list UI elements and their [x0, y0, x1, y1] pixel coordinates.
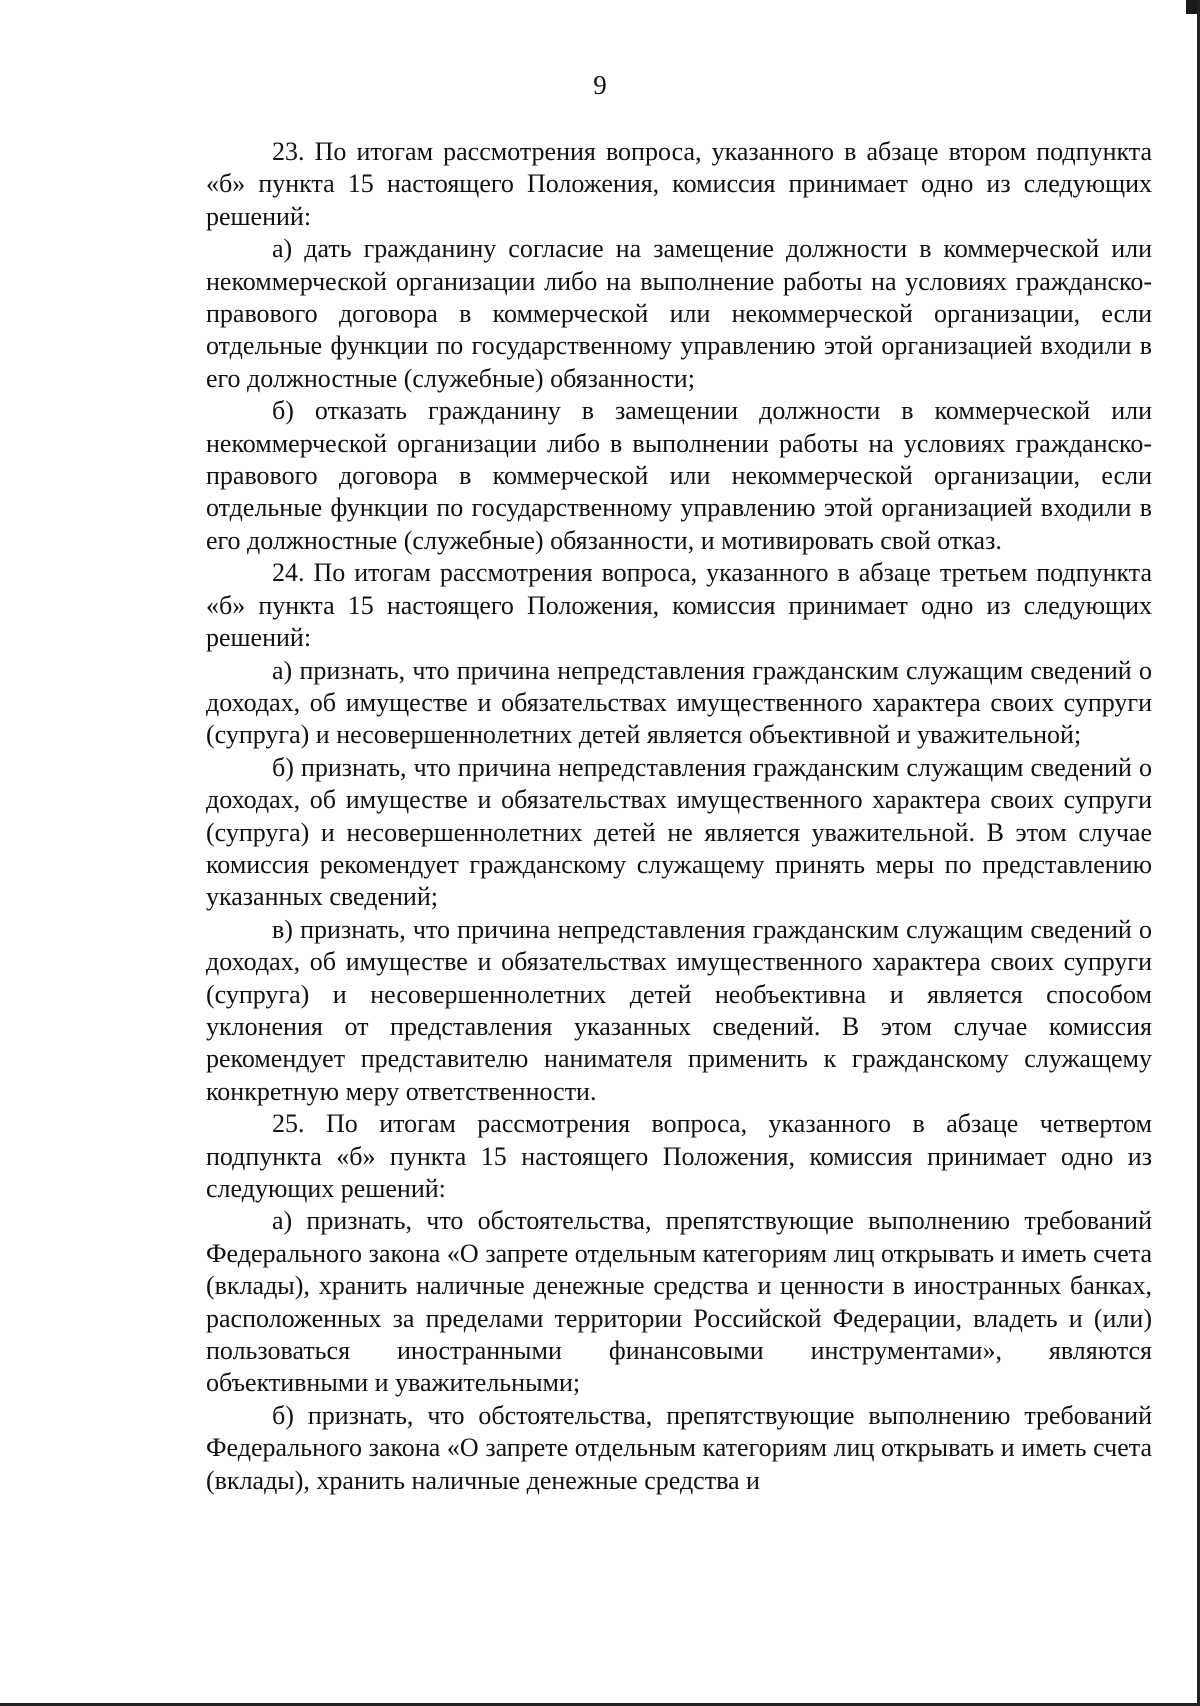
paragraph-25-a: а) признать, что обстоятельства, препятствующие выполнению требований Федерального закона «О запрете отдельным категориям лиц открывать и иметь счета (вклады), хранить наличные денежные средства и ценности в иностранных банках, расположенных за пределами территории Российской Федерации, владеть и (или) пользоваться иностранными финансовыми инструментами», являются объективными и уважительными;	[206, 1206, 1152, 1398]
page-number: 9	[593, 70, 607, 100]
paragraph-23: 23. По итогам рассмотрения вопроса, указанного в абзаце втором подпункта «б» пункта 15 настоящего Положения, комиссия принимает одно из следующих решений:	[206, 137, 1152, 231]
paragraph-25-b: б) признать, что обстоятельства, препятствующие выполнению требований Федерального закона «О запрете отдельным категориям лиц открывать и иметь счета (вклады), хранить наличные денежные средства и	[206, 1400, 1152, 1495]
paragraph-23-a: а) дать гражданину согласие на замещение должности в коммерческой или некоммерческой организации либо на выполнение работы на условиях гражданско-правового договора в коммерческой или некоммерческой организации, если отдельные функции по государственному управлению этой организацией входили в его должностные (служебные) обязанности;	[206, 234, 1152, 393]
paragraph-23-b: б) отказать гражданину в замещении должности в коммерческой или некоммерческой организации либо в выполнении работы на условиях гражданско-правового договора в коммерческой или некоммерческой организации, если отдельные функции по государственному управлению этой организацией входили в его должностные (служебные) обязанности, и мотивировать свой отказ.	[206, 396, 1152, 555]
paragraph-24-b: б) признать, что причина непредставления гражданским служащим сведений о доходах, об имуществе и обязательствах имущественного характера своих супруги (супруга) и несовершеннолетних детей не является уважительной. В этом случае комиссия рекомендует гражданскому служащему принять меры по представлению указанных сведений;	[206, 752, 1152, 912]
document-body	[206, 136, 1152, 1497]
paragraph-24: 24. По итогам рассмотрения вопроса, указанного в абзаце третьем подпункта «б» пункта 15 настоящего Положения, комиссия принимает одно из следующих решений:	[206, 558, 1152, 653]
paragraph-25: 25. По итогам рассмотрения вопроса, указанного в абзаце четвертом подпункта «б» пункта 15 настоящего Положения, комиссия принимает одно из следующих решений:	[206, 1109, 1152, 1203]
paragraph-24-v: в) признать, что причина непредставления гражданским служащим сведений о доходах, об имуществе и обязательствах имущественного характера своих супруги (супруга) и несовершеннолетних детей необъективна и является способом уклонения от представления указанных сведений. В этом случае комиссия рекомендует представителю нанимателя применить к гражданскому служащему конкретную меру ответственности.	[206, 914, 1152, 1106]
paragraph-24-a: а) признать, что причина непредставления гражданским служащим сведений о доходах, об имуществе и обязательствах имущественного характера своих супруги (супруга) и несовершеннолетних детей является объективной и уважительной;	[206, 655, 1152, 750]
